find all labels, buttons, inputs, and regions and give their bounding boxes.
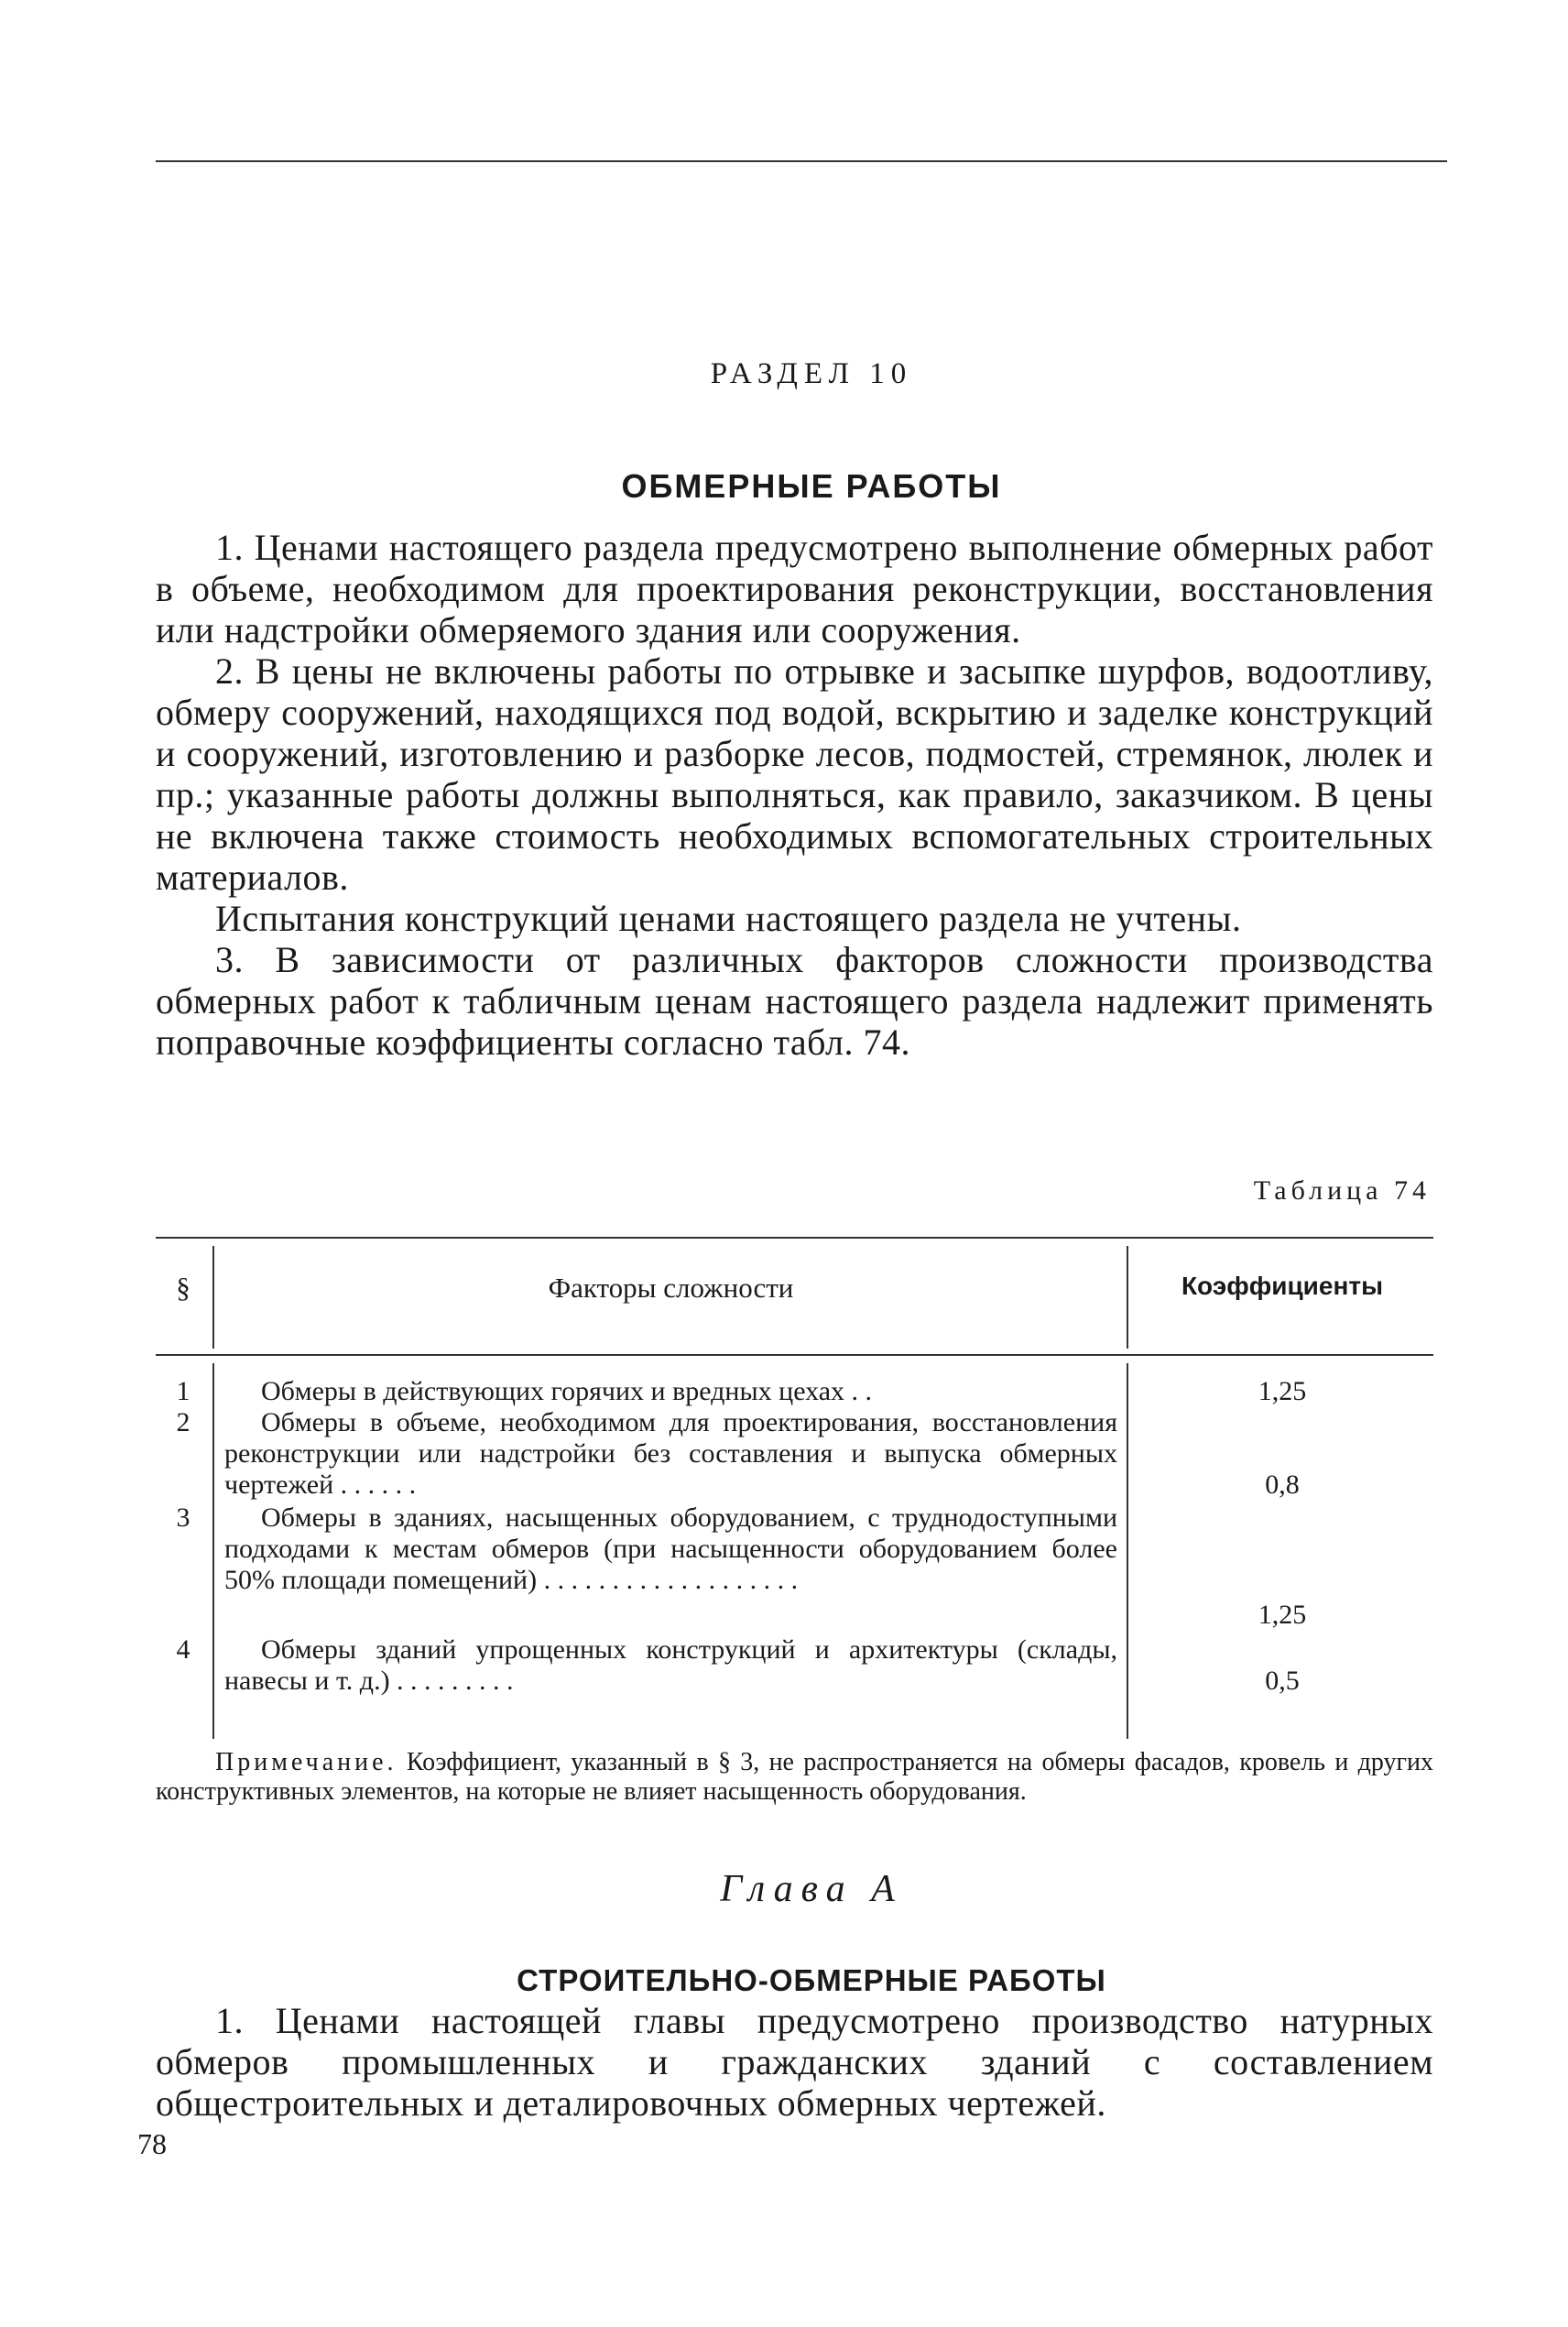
table-caption: Таблица 74: [1253, 1175, 1431, 1206]
chapter-body: [156, 2000, 1433, 2124]
table-divider-right-body: [1127, 1363, 1128, 1739]
section-title: ОБМЕРНЫЕ РАБОТЫ: [621, 467, 1002, 505]
row-1-text: [224, 1376, 1117, 1407]
chapter-title: СТРОИТЕЛЬНО-ОБМЕРНЫЕ РАБОТЫ: [517, 1963, 1106, 1997]
note-label: Примечание.: [215, 1748, 397, 1776]
chapter-label: Глава А: [720, 1868, 903, 1910]
row-2-text: [224, 1407, 1117, 1501]
section-label: РАЗДЕЛ 10: [710, 357, 913, 390]
header-section-symbol: §: [176, 1272, 191, 1304]
row-1-factor: Обмеры в действующих горячих и вредных цехах . .: [261, 1376, 873, 1406]
header-factors: Факторы сложности: [548, 1272, 794, 1304]
top-rule: [156, 160, 1447, 162]
row-3-factor: Обмеры в зданиях, насыщенных оборудованием, с труднодоступными подходами к местам обмеров (при насыщенности оборудованием более 50% площади помещений) . . . . . . . . . . . . . . . . . . .: [224, 1502, 1117, 1595]
row-2-factor: Обмеры в объеме, необходимом для проектирования, восстановления реконструкции или надстройки без составления и выпуска обмерных чертежей . . . . . .: [224, 1407, 1117, 1500]
section-body: [156, 527, 1433, 1063]
row-2-coef: 0,8: [1265, 1469, 1300, 1500]
row-4-num: 4: [176, 1634, 191, 1665]
table-note: [156, 1748, 1433, 1807]
table-divider-right-header: [1127, 1246, 1128, 1349]
table-top-rule: [156, 1237, 1433, 1239]
page-number: 78: [137, 2127, 167, 2160]
row-3-text: [224, 1502, 1117, 1596]
header-coefficients: Коэффициенты: [1181, 1272, 1384, 1300]
paragraph-2: 2. В цены не включены работы по отрывке и засыпке шурфов, водоотливу, обмеру сооружений, находящихся под водой, вскрытию и заделке конструкций и сооружений, изготовлению и разборке лесов, подмостей, стремянок, люлек и пр.; указанные работы должны выполняться, как правило, заказчиком. В цены не включена также стоимость необходимых вспомогательных строительных материалов.: [156, 650, 1433, 898]
note-paragraph: [156, 1748, 1433, 1807]
row-3-num: 3: [176, 1502, 191, 1533]
row-4-coef: 0,5: [1265, 1666, 1300, 1696]
row-3-coef: 1,25: [1258, 1600, 1307, 1630]
paragraph-tests: Испытания конструкций ценами настоящего раздела не учтены.: [215, 898, 1242, 939]
note-text: Коэффициент, указанный в § 3, не распространяется на обмеры фасадов, кровель и других конструктивных элементов, на которые не влияет насыщенность оборудования.: [156, 1748, 1433, 1806]
chapter-paragraph-1: 1. Ценами настоящей главы предусмотрено производство натурных обмеров промышленных и гражданских зданий с составлением общестроительных и деталировочных обмерных чертежей.: [156, 2000, 1433, 2124]
row-1-num: 1: [176, 1376, 191, 1406]
table-divider-left-header: [212, 1246, 214, 1349]
table-header-rule: [156, 1354, 1433, 1356]
row-4-factor: Обмеры зданий упрощенных конструкций и архитектуры (склады, навесы и т. д.) . . . . . . . . .: [224, 1634, 1117, 1696]
row-2-num: 2: [176, 1407, 191, 1437]
row-1-coef: 1,25: [1258, 1376, 1307, 1406]
paragraph-3: 3. В зависимости от различных факторов сложности производства обмерных работ к табличным ценам настоящего раздела надлежит применять поправочные коэффициенты согласно табл. 74.: [156, 939, 1433, 1063]
row-4-text: [224, 1634, 1117, 1697]
paragraph-1: 1. Ценами настоящего раздела предусмотрено выполнение обмерных работ в объеме, необходимом для проектирования реконструкции, восстановления или надстройки обмеряемого здания или сооружения.: [156, 527, 1433, 650]
table-divider-left-body: [212, 1363, 214, 1739]
